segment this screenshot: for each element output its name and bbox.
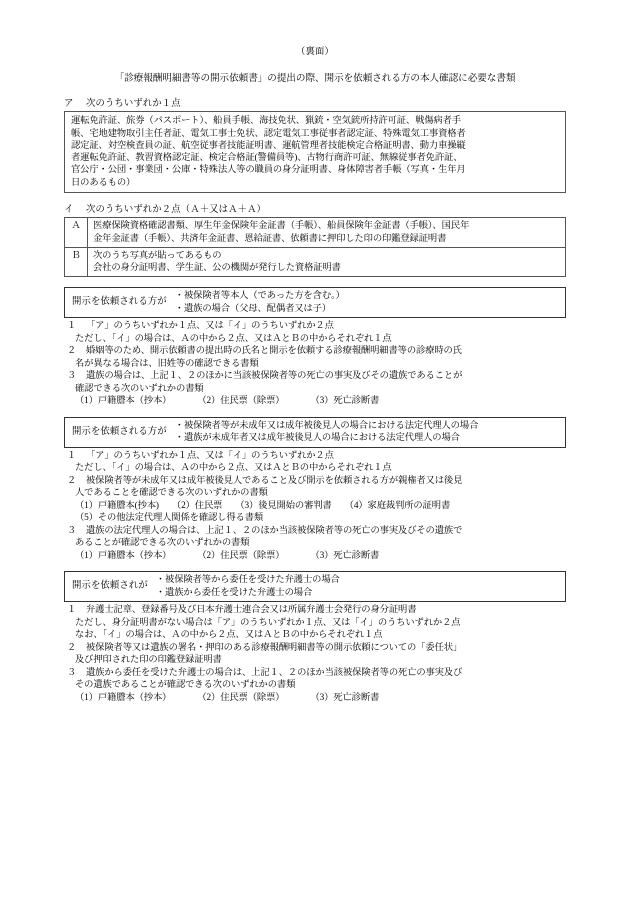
sub-item: （3）死亡診断書 <box>310 692 380 703</box>
requirement-list <box>64 450 566 563</box>
group-a-box <box>64 111 566 193</box>
applicant-case-list <box>156 572 565 601</box>
sub-item: （3）後見開始の審判書 <box>235 500 332 511</box>
requirement-line: 名が異なる場合は、旧姓等の確認できる書類 <box>75 358 259 369</box>
group-a-line: 認定証、対空検査員の証、航空従事者技能証明書、運航管理者技能検定合格証明書、動力車操縦 <box>71 140 466 151</box>
group-a-line: 帳、宅地建物取引主任者証、電気工事士免状、認定電気工事従事者認定証、特殊電気工事資格者 <box>71 128 466 139</box>
group-a-line: 運転免許証、旅券（パスポート）、船員手帳、海技免状、猟銃・空気銃所持許可証、戦傷病者手 <box>71 116 461 127</box>
requirement-line: 人であることを確認できる次のいずれかの書類 <box>75 488 268 499</box>
sub-item: （4）家庭裁判所の証明書 <box>344 500 451 511</box>
sub-item: （3）死亡診断書 <box>310 550 380 561</box>
group-a-line: 日のあるもの） <box>71 177 136 188</box>
requirement-line: ただし、身分証明書がない場合は「ア」のうちいずれか１点、又は「イ」のうちいずれか２点 <box>75 617 461 628</box>
sub-item-row <box>75 692 566 705</box>
list-item <box>64 370 566 408</box>
applicant-case: ・ 遺族から委任を受けた弁護士の場合 <box>156 587 563 599</box>
sub-item: （3）死亡診断書 <box>310 396 380 407</box>
sub-item: （1）戸籍謄本（抄本） <box>75 396 172 407</box>
requirement-line: 及び押印された印の印鑑登録証明書 <box>75 655 222 666</box>
group-b-row-key: Ａ <box>65 218 88 248</box>
list-item <box>64 642 566 667</box>
requirement-number: ２ <box>67 346 77 357</box>
requirement-number: ３ <box>67 667 77 678</box>
sub-item: （5）その他法定代理人関係を確認し得る書類 <box>75 513 264 524</box>
group-b-heading <box>64 206 566 215</box>
group-a-line: 者運転免許証、教習資格認定証、検定合格証(警備員等)、古物行商許可証、無線従事者免許証、 <box>71 153 463 164</box>
sub-item-row <box>75 395 566 408</box>
requirement-line: なお、「イ」の場合は、Ａの中から２点、又はＡとＢの中からそれぞれ１点 <box>75 630 383 641</box>
requirement-line: 遺族から委任を受けた弁護士の場合は、上記１、２のほか当該被保険者等の死亡の事実及び <box>86 667 463 678</box>
requirement-number: １ <box>67 450 77 461</box>
sub-item-row <box>75 550 566 563</box>
list-item <box>64 525 566 563</box>
document-content <box>64 48 566 704</box>
reverse-side-label: （裏面） <box>296 47 334 57</box>
applicant-case: ・ 遺族が未成年者又は成年被後見人の場合における法定代理人の場合 <box>175 432 563 444</box>
list-item <box>64 320 566 345</box>
sub-item: （2）住民票 <box>171 500 223 511</box>
requirement-number: ２ <box>67 475 77 486</box>
requirement-number: ２ <box>67 642 77 653</box>
sub-item: （2）住民票（除票） <box>197 550 285 561</box>
requirement-line: 遺族の場合は、上記１、２のほかに当該被保険者等の死亡の事実及びその遺族であることが <box>86 371 463 382</box>
group-b-line: 医療保険資格確認書類、厚生年金保険年金証書（手帳）、船員保険年金証書（手帳）、国民年 <box>93 221 470 232</box>
group-b-heading-text: 次のうちいずれか２点（Ａ＋又はＡ＋Ａ） <box>86 204 267 215</box>
requirement-section <box>64 571 566 704</box>
requirement-line: ただし、「イ」の場合は、Ａの中から２点、又はＡとＢの中からそれぞれ１点 <box>75 463 392 474</box>
requirement-section <box>64 417 566 562</box>
applicant-case-list <box>175 288 565 317</box>
requirement-line: 確認できる次のいずれかの書類 <box>75 383 204 394</box>
list-item <box>64 345 566 370</box>
sub-item: （2）住民票（除票） <box>197 396 285 407</box>
group-b-line: 会社の身分証明書、学生証、公の機関が発行した資格証明書 <box>93 263 341 274</box>
group-a-heading <box>64 100 566 109</box>
requirement-sections <box>64 287 566 704</box>
sub-item-row <box>75 500 566 513</box>
applicant-case: ・ 被保険者等本人（であった方を含む。） <box>175 290 563 302</box>
list-item <box>64 450 566 475</box>
requirement-line: 遺族の法定代理人の場合は、上記１、２のほか当該被保険者等の死亡の事実及びその遺族で <box>86 525 463 536</box>
applicant-type-label: 開示を依頼される方が <box>72 297 167 308</box>
applicant-type-box <box>64 417 566 448</box>
requirement-line: 「ア」のうちいずれか１点、又は「イ」のうちいずれか２点 <box>86 450 334 461</box>
applicant-case-list <box>175 418 565 447</box>
sub-item: （2）住民票（除票） <box>197 692 285 703</box>
group-a-line: 官公庁・公団・事業団・公庫・特殊法人等の職員の身分証明書、身体障害者手帳（写真・生年月 <box>71 165 466 176</box>
applicant-case: ・ 被保険者等から委任を受けた弁護士の場合 <box>156 574 563 586</box>
table-row <box>65 218 566 248</box>
requirement-number: ３ <box>67 371 77 382</box>
sub-item: （1）戸籍謄本（抄本） <box>75 550 172 561</box>
group-b-line: 金年金証書（手帳）、共済年金証書、恩給証書、依頼書に押印した印の印鑑登録証明書 <box>93 233 447 244</box>
group-a-kana: ア <box>64 98 74 109</box>
requirement-line: ただし、「イ」の場合は、Ａの中から２点、又はＡとＢの中からそれぞれ１点 <box>75 333 392 344</box>
applicant-type-label: 開示を依頼されが <box>72 580 148 591</box>
applicant-type-label: 開示を依頼される方が <box>72 426 167 437</box>
sub-item: （1）戸籍謄本(抄本) <box>75 500 159 511</box>
applicant-case: ・ 遺族の場合（父母、配偶者又は子） <box>175 303 563 315</box>
requirement-list <box>64 320 566 408</box>
requirement-section <box>64 287 566 407</box>
group-b-kana: イ <box>64 204 74 215</box>
group-a-heading-text: 次のうちいずれか１点 <box>86 98 181 109</box>
applicant-case: ・ 被保険者等が未成年又は成年被後見人の場合における法定代理人の場合 <box>175 420 563 432</box>
group-b-row-key: Ｂ <box>65 247 88 277</box>
applicant-type-box <box>64 287 566 318</box>
group-b-row-value <box>88 247 566 277</box>
sub-item-row <box>75 512 566 525</box>
applicant-type-box <box>64 571 566 602</box>
list-item <box>64 604 566 642</box>
group-b-row-value <box>88 218 566 248</box>
page-title: 「診療報酬明細書等の開示依頼書」の提出の際、開示を依頼される方の本人確認に必要な書類 <box>114 73 516 85</box>
requirement-line: 「ア」のうちいずれか１点、又は「イ」のうちいずれか２点 <box>86 321 334 332</box>
list-item <box>64 475 566 525</box>
group-b-line: 次のうち写真が貼ってあるもの <box>93 250 222 261</box>
list-item <box>64 667 566 705</box>
requirement-list <box>64 604 566 704</box>
sub-item: （1）戸籍謄本（抄本） <box>75 692 172 703</box>
requirement-number: １ <box>67 321 77 332</box>
requirement-line: その遺族であることが確認できる次のいずれかの書類 <box>75 680 296 691</box>
requirement-line: 弁護士記章、登録番号及び日本弁護士連合会又は所属弁護士会発行の身分証明書 <box>86 605 417 616</box>
requirement-number: １ <box>67 605 77 616</box>
table-row <box>65 247 566 277</box>
requirement-line: あることが確認できる次のいずれかの書類 <box>75 538 250 549</box>
requirement-line: 婚姻等のため、開示依頼書の提出時の氏名と開示を依頼する診療報酬明細書等の診療時の氏 <box>86 346 462 357</box>
requirement-number: ３ <box>67 525 77 536</box>
requirement-line: 被保険者等が未成年又は成年被後見人であること及び開示を依頼される方が親権者又は後見 <box>86 475 463 486</box>
requirement-line: 被保険者等又は遺族の署名・押印のある診療報酬明細書等の開示依頼についての「委任状」 <box>86 642 463 653</box>
group-b-table <box>64 217 566 277</box>
